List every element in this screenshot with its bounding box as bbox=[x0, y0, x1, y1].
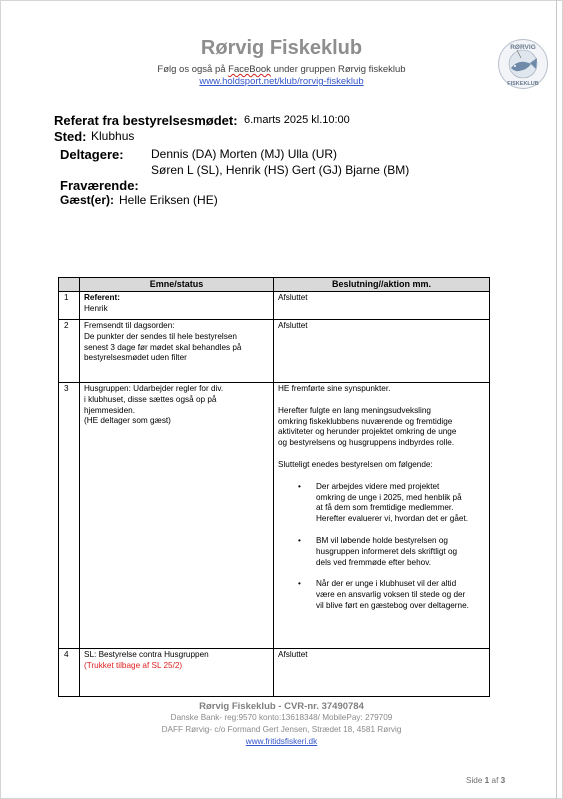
decision-line: Herefter fulgte en lang meningsudveksling bbox=[278, 405, 431, 415]
meeting-date: 6.marts 2025 kl.10:00 bbox=[244, 114, 350, 126]
topic-line: Husgruppen: Udarbejder regler for div. bbox=[84, 384, 224, 393]
table-header-row bbox=[59, 278, 490, 292]
topic-line: hjemmesiden. bbox=[84, 405, 135, 415]
row-number: 4 bbox=[59, 649, 80, 697]
guest-label: Gæst(er): bbox=[60, 193, 115, 207]
club-title: Rørvig Fiskeklub bbox=[200, 37, 363, 59]
club-website-link[interactable]: www.holdsport.net/klub/rorvig-fiskeklub bbox=[199, 76, 364, 87]
footer-bank: Danske Bank- reg:9570 konto:13618348/ MobilePay: 279709 bbox=[170, 713, 393, 722]
topic-heading: Fremsendt til dagsorden: bbox=[84, 321, 175, 330]
list-item: • BM vil løbende holde bestyrelsen og husgruppen informeret dels skriftligt og dels ved fremmøde efter behov. bbox=[298, 535, 458, 567]
decision-line: aktiviteter og herunder projektet omkring de unge bbox=[278, 427, 457, 437]
topic-line: Henrik bbox=[84, 303, 108, 313]
table-row bbox=[59, 292, 490, 320]
bullet-icon: • bbox=[298, 579, 301, 589]
row-topic bbox=[80, 292, 274, 320]
location-value: Klubhus bbox=[91, 129, 135, 143]
participants-label: Deltagere: bbox=[60, 147, 124, 162]
decision-line: Slutteligt enedes bestyrelsen om følgende: bbox=[278, 459, 433, 469]
topic-line: De punkter der sendes til hele bestyrelsen bbox=[84, 331, 237, 341]
meeting-title: Referat fra bestyrelsesmødet: bbox=[54, 113, 238, 128]
footer-title: Rørvig Fiskeklub - CVR-nr. 37490784 bbox=[199, 701, 364, 712]
footer-website-link[interactable]: www.fritidsfiskeri.dk bbox=[245, 737, 318, 746]
header-num bbox=[59, 278, 80, 292]
row-number: 1 bbox=[59, 292, 80, 320]
decision-line: HE fremførte sine synspunkter. bbox=[278, 384, 391, 393]
page-edge-shadow bbox=[556, 0, 557, 799]
decision-line: og bestyrelsens og husgruppens indbyrdes rolle. bbox=[278, 438, 455, 448]
facebook-word: FaceBook bbox=[228, 64, 271, 75]
bullet-icon: • bbox=[298, 481, 301, 491]
footer-url-line bbox=[0, 737, 563, 746]
list-item: • Der arbejdes videre med projektet omkring de unge i 2025, med henblik på at få dem som fremtidige medlemmer. Herefter evaluerer vi, hvordan det er gået. bbox=[298, 481, 469, 524]
header-decision: Beslutning//aktion mm. bbox=[274, 278, 490, 292]
list-item: • Når der er unge i klubhuset vil der altid være en ansvarlig voksen til stede og der vil blive ført en gæstebog over deltagerne. bbox=[298, 579, 469, 610]
footer-address: DAFF Rørvig- c/o Formand Gert Jensen, Strædet 18, 4581 Rørvig bbox=[161, 725, 402, 734]
participants-line-2: Søren L (SL), Henrik (HS) Gert (GJ) Bjarne (BM) bbox=[151, 163, 410, 177]
table-row bbox=[59, 383, 490, 649]
club-logo bbox=[497, 38, 549, 90]
row-topic bbox=[80, 649, 274, 697]
row-topic bbox=[80, 383, 274, 649]
logo-text-top: RØRVIG bbox=[510, 44, 536, 51]
topic-line: (HE deltager som gæst) bbox=[84, 416, 171, 426]
row-decision: Afsluttet bbox=[274, 320, 490, 383]
topic-line: i klubhuset, disse sættes også op på bbox=[84, 394, 217, 404]
decision-bullet-list bbox=[278, 482, 485, 612]
table-row bbox=[59, 320, 490, 383]
row-decision: Afsluttet bbox=[274, 292, 490, 320]
table-row bbox=[59, 649, 490, 697]
location-label: Sted: bbox=[54, 129, 87, 144]
row-number: 3 bbox=[59, 383, 80, 649]
logo-text-bottom: FISKEKLUB bbox=[507, 81, 539, 87]
row-decision bbox=[274, 383, 490, 649]
row-decision: Afsluttet bbox=[274, 649, 490, 697]
page-number: Side 1 af 3 bbox=[466, 776, 506, 785]
topic-line: senest 3 dage før mødet skal behandles på bbox=[84, 342, 242, 352]
row-topic bbox=[80, 320, 274, 383]
decision-line: omkring fiskeklubbens nuværende og fremtidige bbox=[278, 416, 453, 426]
guest-value: Helle Eriksen (HE) bbox=[119, 193, 218, 207]
header-topic: Emne/status bbox=[80, 278, 274, 292]
withdrawn-note: (Trukket tilbage af SL 25/2) bbox=[84, 660, 183, 670]
topic-heading: Referent: bbox=[84, 293, 120, 302]
absent-label: Fraværende: bbox=[60, 178, 139, 193]
topic-line: bestyrelsesmødet uden filter bbox=[84, 353, 187, 363]
row-number: 2 bbox=[59, 320, 80, 383]
topic-heading: SL: Bestyrelse contra Husgruppen bbox=[84, 650, 209, 659]
participants-line-1: Dennis (DA) Morten (MJ) Ulla (UR) bbox=[151, 147, 338, 161]
bullet-icon: • bbox=[298, 535, 301, 545]
club-subtitle: Følg os også på FaceBook under gruppen Rørvig fiskeklub bbox=[157, 64, 406, 75]
minutes-table bbox=[58, 277, 490, 697]
